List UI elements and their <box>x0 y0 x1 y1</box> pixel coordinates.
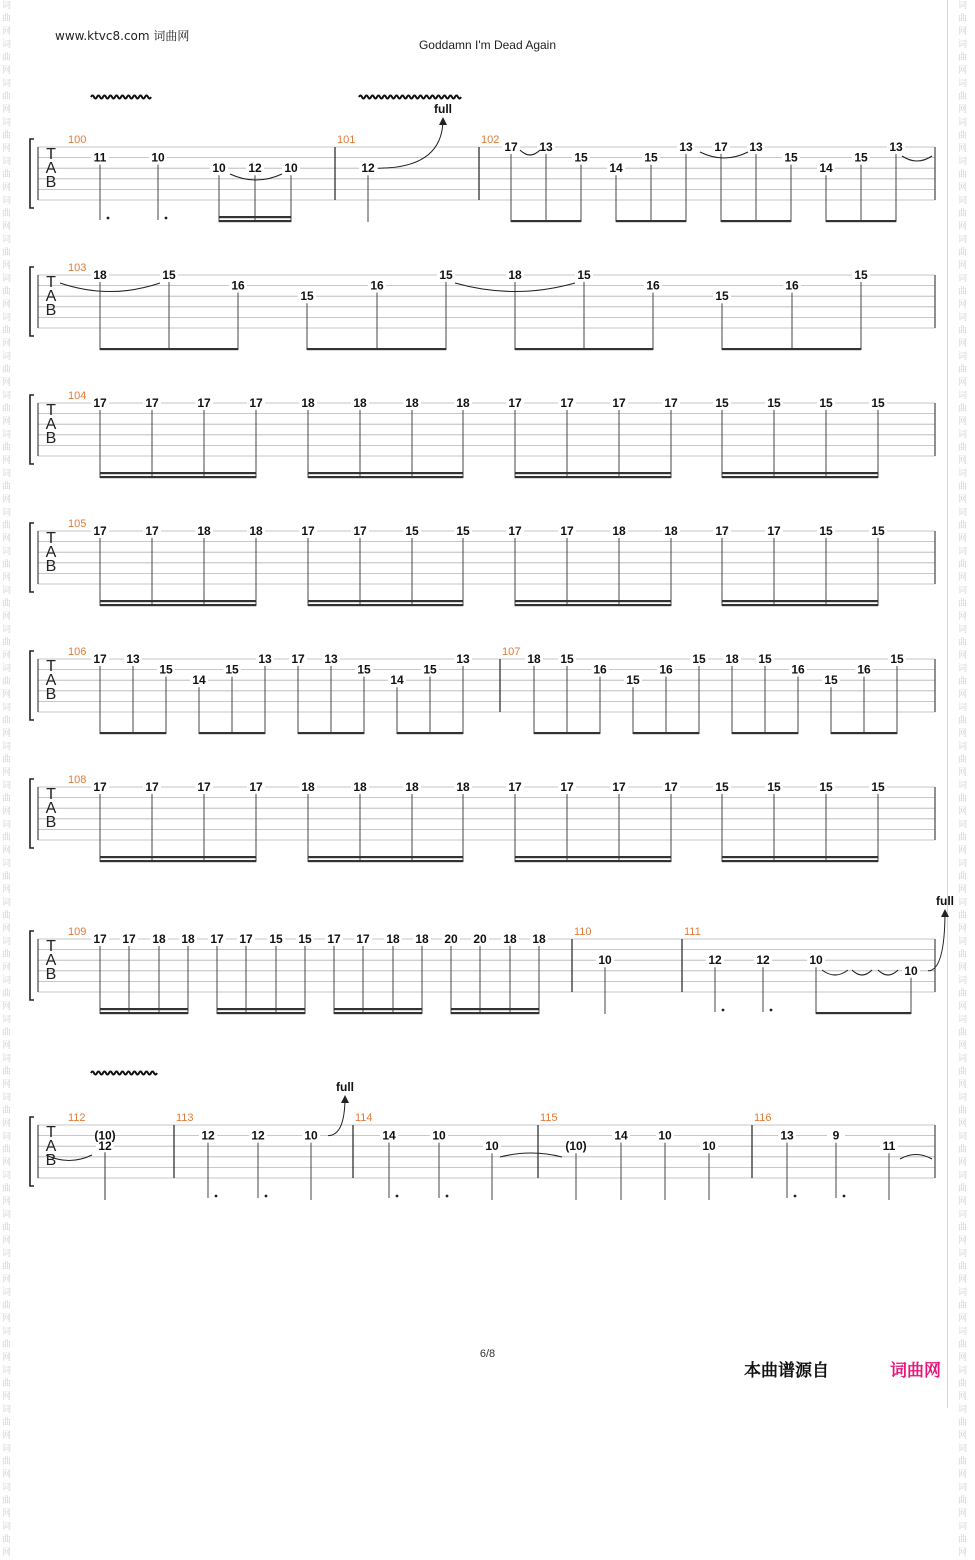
fret-number: 15 <box>560 652 574 666</box>
fret-number: 15 <box>819 524 833 538</box>
tab-clef-letter: T <box>46 402 56 419</box>
fret-number: 17 <box>122 932 136 946</box>
tab-clef-letter: B <box>45 966 57 983</box>
fret-number: 18 <box>197 524 211 538</box>
fret-number: 15 <box>715 396 729 410</box>
fret-number: 18 <box>612 524 626 538</box>
tab-system <box>30 774 935 862</box>
fret-number: 15 <box>784 150 798 165</box>
rhythm-dot <box>722 1009 725 1012</box>
note-beam <box>308 472 463 474</box>
fret-number: 15 <box>577 268 591 282</box>
note-beam <box>334 1012 422 1014</box>
fret-number: 15 <box>767 396 781 410</box>
tab-clef-letter: B <box>45 1152 57 1169</box>
fret-number: 10 <box>284 161 298 176</box>
fret-number: 10 <box>702 1139 716 1154</box>
note-beam <box>722 860 878 862</box>
note-beam <box>826 220 896 222</box>
note-beam <box>217 1008 305 1010</box>
note-beam <box>100 856 256 858</box>
note-beam <box>308 860 463 862</box>
system-bracket <box>30 267 34 336</box>
note-beam <box>515 600 671 602</box>
system-bracket <box>30 395 34 464</box>
fret-number: 18 <box>664 524 678 538</box>
system-bracket <box>30 651 34 720</box>
fret-number: 15 <box>298 932 312 946</box>
rhythm-dot <box>770 1009 773 1012</box>
tab-clef-letter: A <box>45 160 57 177</box>
system-bracket <box>30 931 34 1000</box>
note-beam <box>722 856 878 858</box>
fret-number: 12 <box>361 161 375 176</box>
fret-number: 15 <box>758 652 772 666</box>
fret-number: 18 <box>503 932 517 946</box>
tab-clef-letter: A <box>45 672 57 689</box>
note-beam <box>515 860 671 862</box>
measure-number: 101 <box>337 134 356 146</box>
fret-number: 17 <box>508 396 522 410</box>
bend-arrow-head <box>341 1095 349 1103</box>
fret-number: 17 <box>93 396 107 410</box>
fret-number: 10 <box>598 953 612 968</box>
fret-number: 17 <box>612 780 626 794</box>
measure-number: 105 <box>68 518 87 530</box>
note-beam <box>722 348 861 350</box>
brand-logo-text: 词曲网 <box>890 1361 941 1381</box>
rhythm-dot <box>843 1195 846 1198</box>
fret-number: 12 <box>98 1139 112 1154</box>
fret-number: 18 <box>456 780 470 794</box>
note-beam <box>308 856 463 858</box>
tab-clef-letter: T <box>46 146 56 163</box>
note-beam <box>515 476 671 478</box>
fret-number: 17 <box>145 780 159 794</box>
note-beam <box>397 732 463 734</box>
fret-number: (10) <box>94 1128 116 1143</box>
source-label: 本曲谱源自 <box>744 1361 829 1381</box>
fret-number: 17 <box>249 780 263 794</box>
note-beam <box>100 732 166 734</box>
rhythm-dot <box>215 1195 218 1198</box>
fret-number: 17 <box>327 932 341 946</box>
fret-number: 18 <box>181 932 195 946</box>
tab-system <box>30 102 935 222</box>
note-beam <box>451 1008 539 1010</box>
measure-number: 111 <box>684 926 701 938</box>
fret-number: 15 <box>819 396 833 410</box>
fret-number: 18 <box>725 652 739 666</box>
note-beam <box>308 600 463 602</box>
fret-number: 15 <box>269 932 283 946</box>
fret-number: 10 <box>485 1139 499 1154</box>
bend-label: full <box>434 102 452 116</box>
tab-clef-letter: B <box>45 814 57 831</box>
tab-system <box>30 1080 935 1200</box>
fret-number: 15 <box>423 662 437 677</box>
fret-number: 17 <box>249 396 263 410</box>
measure-number: 102 <box>481 134 500 146</box>
fret-number: 18 <box>301 396 315 410</box>
fret-number: 10 <box>432 1128 446 1143</box>
fret-number: 12 <box>756 953 770 968</box>
fret-number: 13 <box>749 140 763 154</box>
tab-clef-letter: A <box>45 1138 57 1155</box>
note-beam <box>100 1008 188 1010</box>
note-beam <box>219 220 291 222</box>
fret-number: 17 <box>356 932 370 946</box>
measure-number: 100 <box>68 134 87 146</box>
bend-arrow-curve <box>928 911 945 971</box>
note-beam <box>534 732 600 734</box>
vibrato-mark <box>91 1072 157 1075</box>
measure-number: 108 <box>68 774 87 786</box>
fret-number: 17 <box>560 780 574 794</box>
tab-clef-letter: T <box>46 938 56 955</box>
vibrato-mark <box>91 96 151 99</box>
fret-number: 17 <box>197 396 211 410</box>
tab-system <box>30 646 935 734</box>
fret-number: 15 <box>644 150 658 165</box>
bend-arrow-head <box>439 117 447 125</box>
note-beam <box>100 600 256 602</box>
tab-clef-letter: A <box>45 800 57 817</box>
fret-number: 15 <box>715 780 729 794</box>
fret-number: 17 <box>560 396 574 410</box>
system-bracket <box>30 139 34 208</box>
fret-number: 16 <box>370 278 384 293</box>
fret-number: 10 <box>212 161 226 176</box>
site-url: www.ktvc8.com 词曲网 <box>55 29 190 43</box>
bend-arrow-head <box>941 909 949 917</box>
fret-number: 15 <box>767 780 781 794</box>
measure-number: 116 <box>754 1112 772 1124</box>
rhythm-dot <box>794 1195 797 1198</box>
fret-number: 15 <box>854 150 868 165</box>
fret-number: 14 <box>382 1128 396 1143</box>
fret-number: 17 <box>504 140 518 154</box>
note-beam <box>831 732 897 734</box>
slur-arc <box>60 283 160 292</box>
rhythm-dot <box>265 1195 268 1198</box>
fret-number: 13 <box>539 140 553 154</box>
tab-clef-letter: A <box>45 288 57 305</box>
measure-number: 115 <box>540 1112 558 1124</box>
fret-number: 15 <box>871 780 885 794</box>
note-beam <box>722 472 878 474</box>
measure-number: 113 <box>176 1112 194 1124</box>
fret-number: 17 <box>353 524 367 538</box>
fret-number: 13 <box>258 652 272 666</box>
fret-number: 15 <box>890 652 904 666</box>
tab-clef-letter: T <box>46 530 56 547</box>
fret-number: 18 <box>415 932 429 946</box>
fret-number: 18 <box>508 268 522 282</box>
fret-number: 15 <box>159 662 173 677</box>
note-beam <box>308 476 463 478</box>
fret-number: 13 <box>456 652 470 666</box>
fret-number: 18 <box>527 652 541 666</box>
tab-clef-letter: B <box>45 558 57 575</box>
note-beam <box>100 476 256 478</box>
fret-number: 15 <box>162 268 176 282</box>
tab-clef-letter: T <box>46 274 56 291</box>
fret-number: 18 <box>301 780 315 794</box>
note-beam <box>722 476 878 478</box>
fret-number: 17 <box>508 780 522 794</box>
fret-number: 9 <box>832 1128 840 1143</box>
note-beam <box>100 472 256 474</box>
measure-number: 110 <box>574 926 592 938</box>
fret-number: 14 <box>614 1128 628 1143</box>
measure-number: 104 <box>68 390 87 402</box>
note-beam <box>721 220 791 222</box>
fret-number: 14 <box>609 161 623 176</box>
fret-number: 15 <box>854 268 868 282</box>
fret-number: 17 <box>715 524 729 538</box>
rhythm-dot <box>446 1195 449 1198</box>
measure-number: 103 <box>68 262 87 274</box>
fret-number: 17 <box>239 932 253 946</box>
tab-clef-letter: T <box>46 1124 56 1141</box>
note-beam <box>515 856 671 858</box>
tab-clef-letter: A <box>45 416 57 433</box>
fret-number: 10 <box>151 150 165 165</box>
vibrato-mark <box>359 96 461 99</box>
fret-number: 17 <box>301 524 315 538</box>
fret-number: 17 <box>197 780 211 794</box>
fret-number: 15 <box>300 289 314 304</box>
tab-system <box>30 390 935 478</box>
note-beam <box>451 1012 539 1014</box>
fret-number: 15 <box>824 673 838 688</box>
fret-number: 16 <box>231 278 245 293</box>
fret-number: 12 <box>251 1128 265 1143</box>
fret-number: 10 <box>809 953 823 968</box>
bend-label: full <box>336 1080 354 1094</box>
fret-number: 10 <box>904 963 918 978</box>
note-beam <box>334 1008 422 1010</box>
fret-number: 17 <box>93 652 107 666</box>
measure-number: 107 <box>502 646 521 658</box>
fret-number: 15 <box>626 673 640 688</box>
note-beam <box>100 1012 188 1014</box>
fret-number: 11 <box>882 1139 896 1154</box>
measure-number: 114 <box>355 1112 373 1124</box>
fret-number: 15 <box>715 289 729 304</box>
fret-number: 15 <box>871 524 885 538</box>
note-beam <box>633 732 699 734</box>
fret-number: 12 <box>708 953 722 968</box>
watermark-right: 词曲网词曲网词曲网词曲网词曲网词曲网词曲网词曲网词曲网词曲网词曲网词曲网词曲网词曲网词曲网词曲网词曲网词曲网词曲网词曲网词曲网词曲网词曲网词曲网词曲网词曲网词曲网词曲网词曲网词曲网词曲网词曲网词曲网词曲网词曲网词曲网词曲网词曲网词曲网词曲网 <box>958 1 968 1558</box>
fret-number: 18 <box>405 780 419 794</box>
fret-number: 16 <box>593 662 607 677</box>
fret-number: 17 <box>93 932 107 946</box>
fret-number: 15 <box>439 268 453 282</box>
fret-number: 18 <box>353 780 367 794</box>
fret-number: 16 <box>857 662 871 677</box>
note-beam <box>515 348 653 350</box>
tab-clef-letter: A <box>45 952 57 969</box>
fret-number: 17 <box>612 396 626 410</box>
note-beam <box>308 604 463 606</box>
system-bracket <box>30 779 34 848</box>
measure-number: 106 <box>68 646 87 658</box>
fret-number: 15 <box>692 652 706 666</box>
fret-number: 17 <box>560 524 574 538</box>
note-beam <box>100 860 256 862</box>
system-bracket <box>30 523 34 592</box>
note-beam <box>307 348 446 350</box>
watermark-left: 词曲网词曲网词曲网词曲网词曲网词曲网词曲网词曲网词曲网词曲网词曲网词曲网词曲网词曲网词曲网词曲网词曲网词曲网词曲网词曲网词曲网词曲网词曲网词曲网词曲网词曲网词曲网词曲网词曲网词曲网词曲网词曲网词曲网词曲网词曲网词曲网词曲网词曲网词曲网词曲网 <box>2 1 12 1558</box>
fret-number: 15 <box>456 524 470 538</box>
measure-number: 112 <box>68 1112 86 1124</box>
fret-number: 16 <box>659 662 673 677</box>
note-beam <box>732 732 798 734</box>
page-number: 6/8 <box>479 1348 496 1360</box>
fret-number: 16 <box>646 278 660 293</box>
note-beam <box>217 1012 305 1014</box>
tab-clef-letter: B <box>45 174 57 191</box>
note-beam <box>100 348 238 350</box>
fret-number: 17 <box>767 524 781 538</box>
fret-number: 10 <box>658 1128 672 1143</box>
fret-number: 17 <box>664 780 678 794</box>
fret-number: 14 <box>390 673 404 688</box>
song-title: Goddamn I'm Dead Again <box>418 38 557 52</box>
note-beam <box>100 604 256 606</box>
note-beam <box>511 220 581 222</box>
fret-number: 13 <box>126 652 140 666</box>
fret-number: 13 <box>780 1128 794 1143</box>
fret-number: 14 <box>819 161 833 176</box>
fret-number: 18 <box>456 396 470 410</box>
note-beam <box>298 732 364 734</box>
fret-number: (10) <box>565 1139 587 1154</box>
fret-number: 11 <box>93 150 107 165</box>
fret-number: 15 <box>225 662 239 677</box>
note-beam <box>722 604 878 606</box>
tab-clef-letter: B <box>45 686 57 703</box>
system-bracket <box>30 1117 34 1186</box>
fret-number: 20 <box>444 932 458 946</box>
fret-number: 17 <box>145 396 159 410</box>
fret-number: 15 <box>871 396 885 410</box>
fret-number: 13 <box>889 140 903 154</box>
bend-arrow-curve <box>378 119 443 168</box>
bend-label: full <box>936 894 954 908</box>
tab-clef-letter: T <box>46 658 56 675</box>
fret-number: 15 <box>357 662 371 677</box>
fret-number: 17 <box>93 780 107 794</box>
tab-clef-letter: B <box>45 430 57 447</box>
tab-clef-letter: T <box>46 786 56 803</box>
fret-number: 17 <box>210 932 224 946</box>
measure-number: 109 <box>68 926 87 938</box>
note-beam <box>722 600 878 602</box>
fret-number: 17 <box>664 396 678 410</box>
fret-number: 13 <box>679 140 693 154</box>
fret-number: 18 <box>353 396 367 410</box>
fret-number: 18 <box>405 396 419 410</box>
fret-number: 17 <box>714 140 728 154</box>
fret-number: 18 <box>249 524 263 538</box>
tab-clef-letter: A <box>45 544 57 561</box>
fret-number: 15 <box>574 150 588 165</box>
fret-number: 17 <box>508 524 522 538</box>
fret-number: 18 <box>386 932 400 946</box>
note-beam <box>199 732 265 734</box>
fret-number: 17 <box>93 524 107 538</box>
fret-number: 18 <box>152 932 166 946</box>
fret-number: 12 <box>201 1128 215 1143</box>
fret-number: 16 <box>791 662 805 677</box>
fret-number: 15 <box>405 524 419 538</box>
fret-number: 18 <box>532 932 546 946</box>
slur-arc <box>902 156 932 161</box>
note-beam <box>515 472 671 474</box>
note-beam <box>515 604 671 606</box>
fret-number: 18 <box>93 268 107 282</box>
fret-number: 13 <box>324 652 338 666</box>
rhythm-dot <box>165 217 168 220</box>
rhythm-dot <box>396 1195 399 1198</box>
note-beam <box>816 1012 911 1014</box>
fret-number: 12 <box>248 161 262 176</box>
fret-number: 16 <box>785 278 799 293</box>
fret-number: 15 <box>819 780 833 794</box>
rhythm-dot <box>107 217 110 220</box>
tab-system <box>30 518 935 606</box>
fret-number: 20 <box>473 932 487 946</box>
tab-clef-letter: B <box>45 302 57 319</box>
fret-number: 14 <box>192 673 206 688</box>
fret-number: 17 <box>145 524 159 538</box>
fret-number: 17 <box>291 652 305 666</box>
note-beam <box>616 220 686 222</box>
fret-number: 10 <box>304 1128 318 1143</box>
note-beam <box>219 216 291 218</box>
